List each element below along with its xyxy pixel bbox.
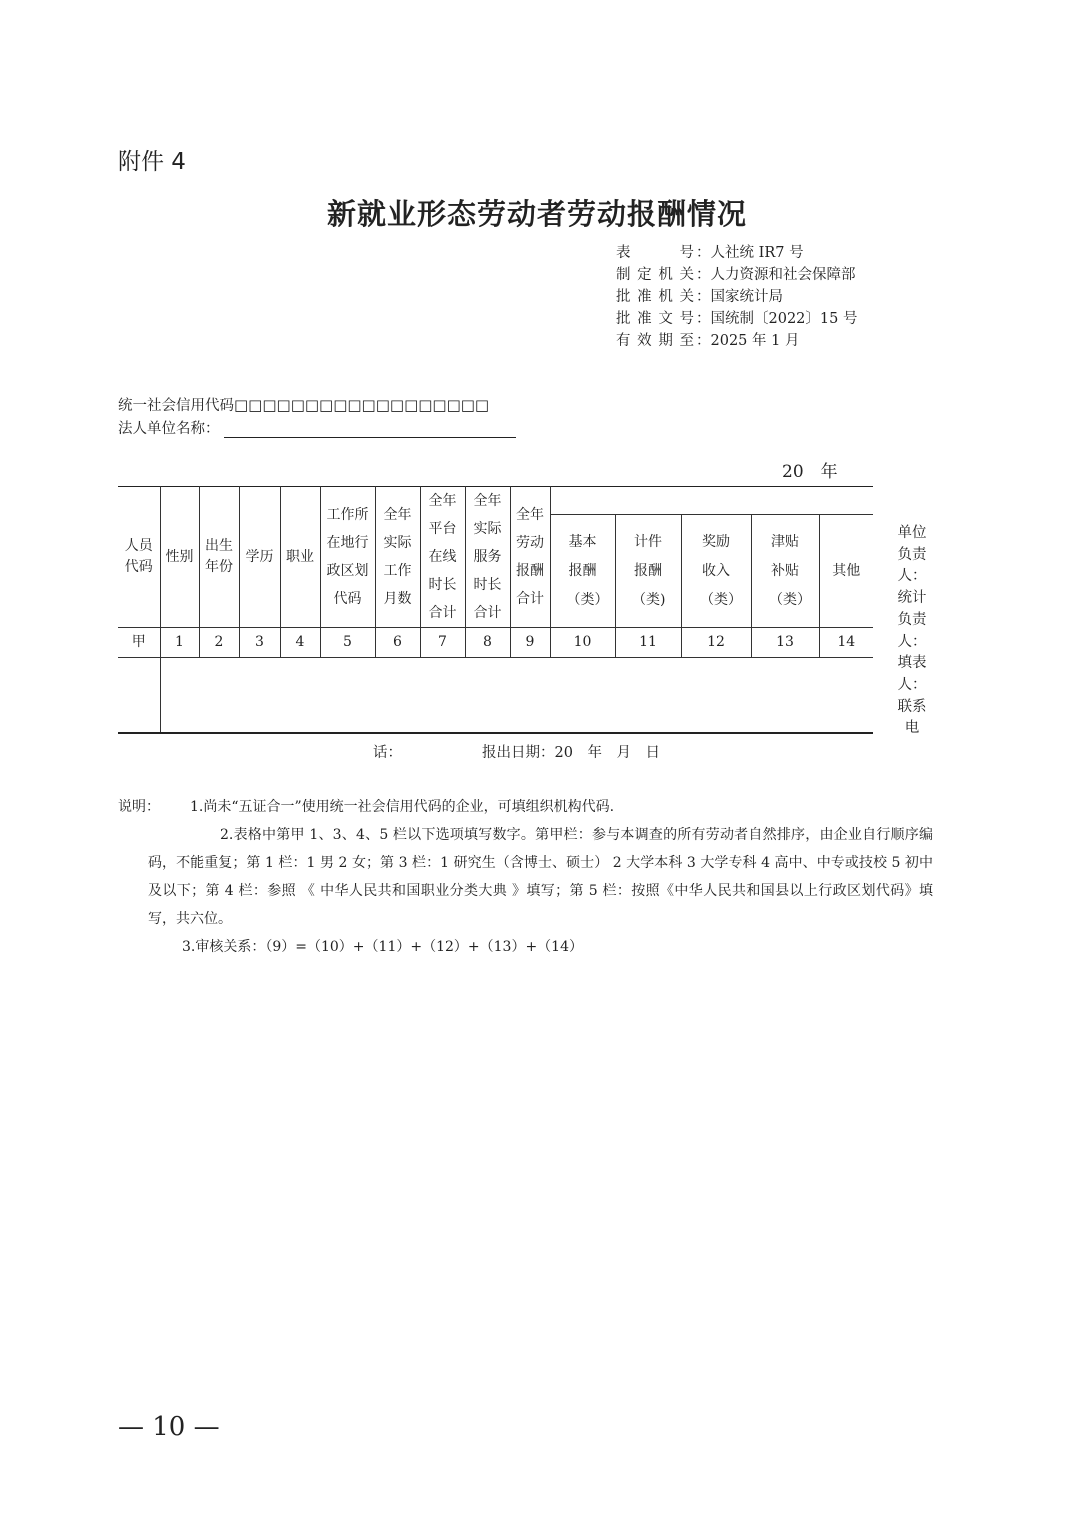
header-bonus: 奖励收入（类） (681, 515, 751, 628)
header-occupation: 职业 (280, 487, 320, 628)
meta-value: 国统制〔2022〕15 号 (710, 311, 858, 327)
year-label: 20 年 (782, 462, 838, 482)
report-date: 报出日期：20 年 月 日 (482, 745, 660, 761)
header-subgroup-blank (550, 487, 873, 515)
legal-name-line (118, 417, 516, 438)
meta-value: 国家统计局 (710, 289, 783, 305)
meta-value: 人社统 IR7 号 (710, 245, 804, 261)
note-2: 2.表格中第甲 1、3、4、5 栏以下选项填写数字。第甲栏：参与本调查的所有劳动者自然排序，由企业自行顺序编码，不能重复；第 1 栏：1 男 2 女；第 3 栏：1 研究生（含博士、硕士） 2 大学本科 3 大学专科 4 高中、中专或技校 5 初中及以下；第 4 栏：参照 《 中华人民共和国职业分类大典 》填写；第 5 栏：按照《中华人民共和国县以上行政区划代码》填写，共六位。 (148, 827, 933, 927)
index-cell: 12 (681, 628, 751, 658)
index-cell: 14 (819, 628, 873, 658)
header-piece-pay: 计件报酬（类) (615, 515, 681, 628)
header-online-hours: 全年平台在线时长合计 (420, 487, 465, 628)
index-cell: 6 (375, 628, 420, 658)
credit-code-label: 统一社会信用代码 (118, 398, 234, 414)
meta-row-valid-until: 有效期至 ：2025 年 1 月 (616, 330, 857, 352)
header-allowance: 津贴补贴（类） (751, 515, 819, 628)
index-cell: 7 (420, 628, 465, 658)
header-region-code: 工作所在地行政区划代码 (320, 487, 375, 628)
entry-cell-code[interactable] (118, 658, 160, 733)
header-other: 其他 (819, 515, 873, 628)
index-cell: 13 (751, 628, 819, 658)
compensation-table (118, 486, 873, 734)
index-cell: 11 (615, 628, 681, 658)
notes-section (118, 793, 933, 961)
meta-label: 表号 (616, 245, 694, 261)
index-cell: 8 (465, 628, 510, 658)
header-education: 学历 (239, 487, 280, 628)
index-cell: 4 (280, 628, 320, 658)
page-number: — 10 — (118, 1412, 220, 1442)
meta-label: 批准机关 (616, 289, 694, 305)
meta-label: 有效期至 (616, 333, 694, 349)
attachment-label: 附件 4 (118, 149, 186, 175)
notes-lead: 说明： (118, 799, 160, 815)
index-cell: 10 (550, 628, 615, 658)
header-service-hours: 全年实际服务时长合计 (465, 487, 510, 628)
meta-value: 2025 年 1 月 (710, 333, 800, 349)
form-metadata (616, 242, 857, 352)
header-gender: 性别 (160, 487, 199, 628)
index-cell: 5 (320, 628, 375, 658)
header-birth-year: 出生年份 (199, 487, 239, 628)
phone-label-tail: 话： (373, 745, 402, 761)
entry-cell-data[interactable] (160, 658, 873, 733)
header-base-pay: 基本报酬（类） (550, 515, 615, 628)
meta-label: 制定机关 (616, 267, 694, 283)
meta-row-approval-no: 批准文号 ：国统制〔2022〕15 号 (616, 308, 857, 330)
meta-row-form-no: 表号 ：人社统 IR7 号 (616, 242, 857, 264)
note-1: 1.尚未“五证合一”使用统一社会信用代码的企业，可填组织机构代码. (190, 799, 615, 815)
legal-name-field[interactable] (224, 420, 516, 438)
legal-name-label: 法人单位名称： (118, 421, 220, 437)
header-work-months: 全年实际工作月数 (375, 487, 420, 628)
credit-code-boxes[interactable]: □□□□□□□□□□□□□□□□□□ (234, 396, 490, 414)
document-title: 新就业形态劳动者劳动报酬情况 (326, 197, 747, 231)
meta-row-approver: 批准机关 ：国家统计局 (616, 286, 857, 308)
meta-row-authority: 制定机关 ：人力资源和社会保障部 (616, 264, 857, 286)
index-cell: 2 (199, 628, 239, 658)
meta-value: 人力资源和社会保障部 (710, 267, 856, 283)
meta-label: 批准文号 (616, 311, 694, 327)
index-row (118, 628, 873, 658)
index-cell: 甲 (118, 628, 160, 658)
data-entry-row (118, 658, 873, 733)
index-cell: 3 (239, 628, 280, 658)
index-cell: 9 (510, 628, 550, 658)
header-person-code: 人员代码 (118, 487, 160, 628)
credit-code-line (118, 394, 489, 415)
header-total-pay: 全年劳动报酬合计 (510, 487, 550, 628)
note-3: 3.审核关系：（9）=（10）+（11）+（12）+（13）+（14） (182, 939, 583, 955)
index-cell: 1 (160, 628, 199, 658)
signature-labels: 单位负责人：统计负责人：填表人：联系电 (897, 525, 927, 737)
